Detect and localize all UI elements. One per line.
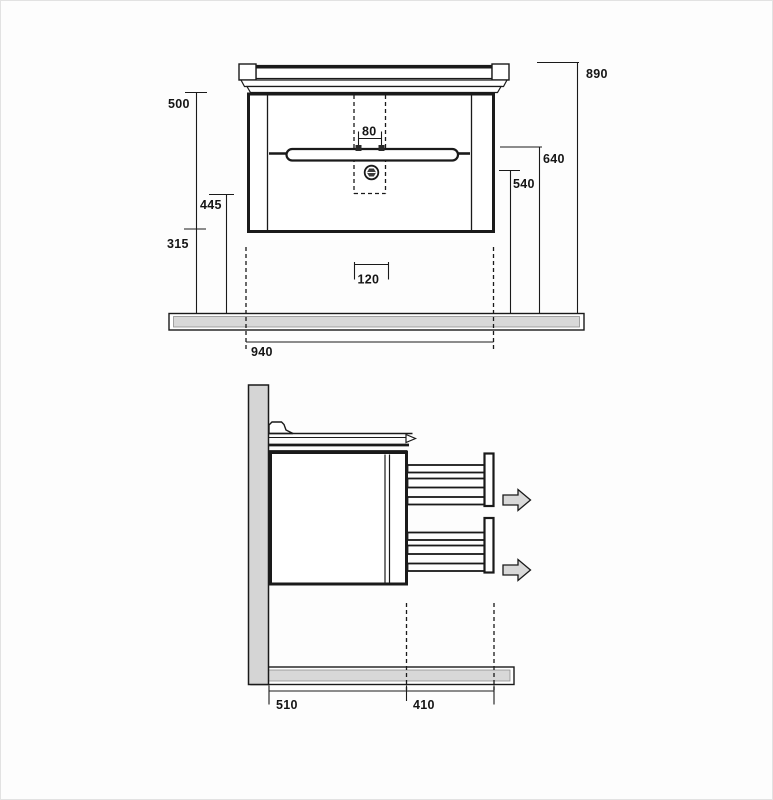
dim-label-940: 940 [251,345,273,359]
drawer-upper-rail-2 [408,479,485,488]
drawer-lower-rail-3 [408,564,485,572]
floor-bar-fill [174,317,580,328]
front-elevation-view [167,63,608,360]
dim-label-640: 640 [543,152,565,166]
depth-dimensions [269,603,494,712]
pull-out-arrow-icon [503,490,531,511]
cabinet-side [271,453,407,585]
countertop-side-profile [269,422,416,452]
drawer-lower [408,518,531,581]
wall-bar [249,385,269,685]
towel-rail [269,149,470,161]
tap-hole-right [379,145,385,151]
pull-out-arrow-icon [503,560,531,581]
floor-side-view [251,667,514,685]
countertop-end-cap-left [239,64,256,80]
drain-outlet [365,166,379,180]
drawer-lower-rail-2 [408,546,485,555]
dim-label-890: 890 [586,67,608,81]
drawer-lower-rail-1 [408,533,485,541]
drawer-upper-rail-1 [408,465,485,473]
dim-120 [355,262,389,287]
dim-label-410: 410 [413,698,435,712]
rail-bar [287,149,459,161]
technical-drawing [1,1,773,800]
drawer-lower-front-panel [485,518,494,573]
side-floor-fill [255,670,510,681]
countertop [239,64,509,93]
dim-label-315: 315 [167,237,189,251]
drawer-upper-front-panel [485,454,494,507]
dim-label-540: 540 [513,177,535,191]
countertop-apron-upper [241,80,507,87]
dim-940 [246,247,494,359]
cabinet-outline [249,94,494,232]
dim-label-510: 510 [276,698,298,712]
countertop-end-cap-right [492,64,509,80]
tap-hole-left [356,145,362,151]
left-dimensions [167,93,234,314]
cabinet-front [249,94,494,232]
dim-label-445: 445 [200,198,222,212]
cabinet-side-outline [271,453,407,585]
counter-upstand [269,422,293,434]
countertop-apron-lower [247,87,501,93]
dim-label-120: 120 [357,272,380,287]
dim-label-80: 80 [362,124,377,139]
counter-front-nose [406,435,416,443]
floor-front-view [169,314,584,331]
dim-label-500: 500 [168,97,190,111]
side-section-view [249,385,531,712]
drawer-upper-rail-3 [408,497,485,505]
drawer-upper [408,454,531,511]
right-dimensions [499,63,608,314]
